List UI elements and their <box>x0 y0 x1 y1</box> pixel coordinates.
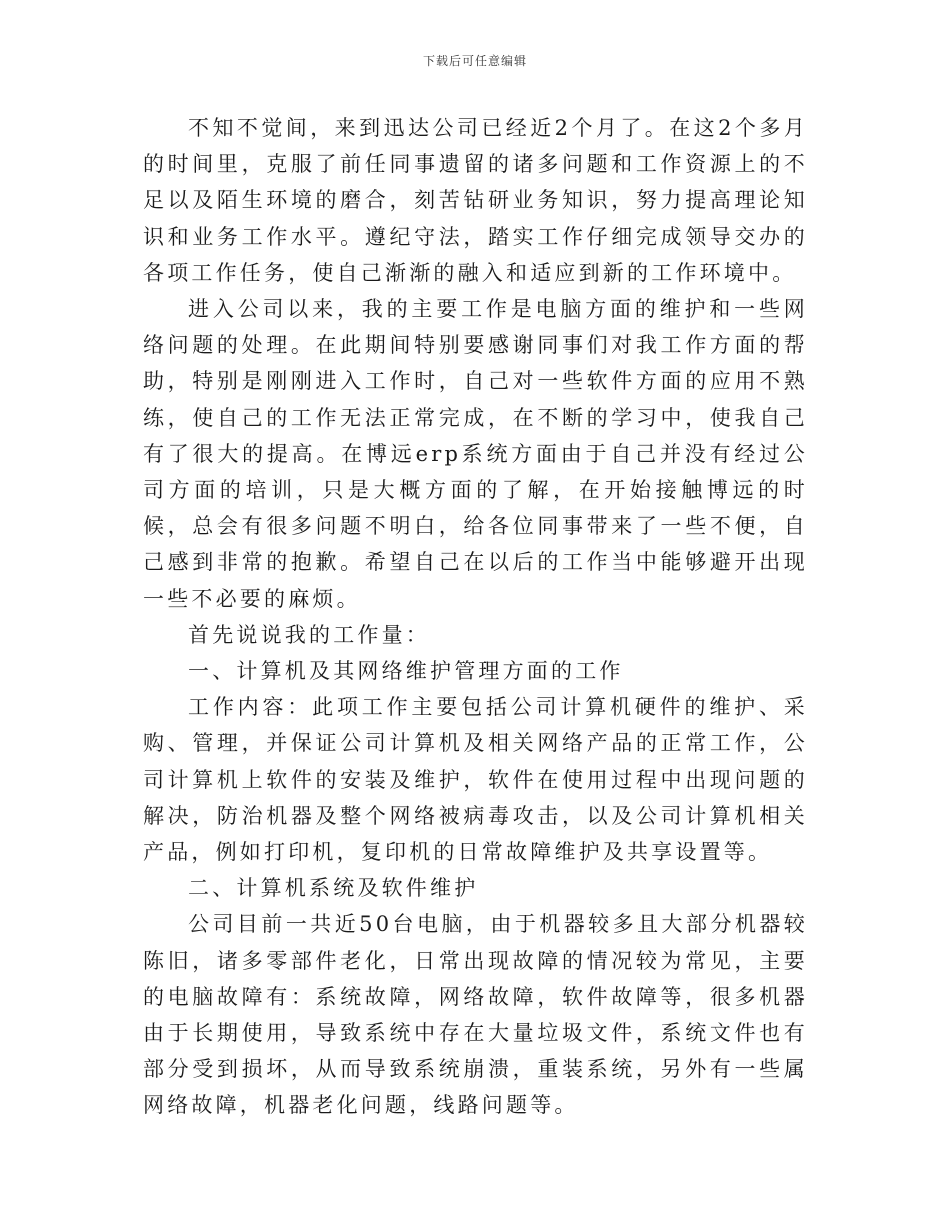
page-header-note: 下载后可任意编辑 <box>422 54 527 68</box>
document-body <box>143 110 808 1124</box>
heading-section-one: 一、计算机及其网络维护管理方面的工作 <box>188 659 624 684</box>
heading-workload: 首先说说我的工作量： <box>188 622 430 647</box>
paragraph-computer-count: 公司目前一共近50台电脑，由于机器较多且大部分机器较陈旧，诸多零部件老化，日常出现故障的情况较为常见，主要的电脑故障有：系统故障，网络故障，软件故障等，很多机器由于长期使用，导致系统中存在大量垃圾文件，系统文件也有部分受到损坏，从而导致系统崩溃，重装系统，另外有一些属网络故障，机器老化问题，线路问题等。 <box>143 912 808 1118</box>
paragraph-intro: 不知不觉间，来到迅达公司已经近2个月了。在这2个多月的时间里，克服了前任同事遗留的诸多问题和工作资源上的不足以及陌生环境的磨合，刻苦钻研业务知识，努力提高理论知识和业务工作水平。遵纪守法，踏实工作仔细完成领导交办的各项工作任务，使自己渐渐的融入和适应到新的工作环境中。 <box>143 116 808 285</box>
heading-section-two: 二、计算机系统及软件维护 <box>188 876 479 901</box>
paragraph-work-content: 工作内容：此项工作主要包括公司计算机硬件的维护、采购、管理，并保证公司计算机及相关网络产品的正常工作，公司计算机上软件的安装及维护，软件在使用过程中出现问题的解决，防治机器及整个网络被病毒攻击，以及公司计算机相关产品，例如打印机，复印机的日常故障维护及共享设置等。 <box>143 695 808 865</box>
paragraph-main-work: 进入公司以来，我的主要工作是电脑方面的维护和一些网络问题的处理。在此期间特别要感谢同事们对我工作方面的帮助，特别是刚刚进入工作时，自己对一些软件方面的应用不熟练，使自己的工作无法正常完成，在不断的学习中，使我自己有了很大的提高。在博远erp系统方面由于自己并没有经过公司方面的培训，只是大概方面的了解，在开始接触博远的时候，总会有很多问题不明白，给各位同事带来了一些不便，自己感到非常的抱歉。希望自己在以后的工作当中能够避开出现一些不必要的麻烦。 <box>143 297 808 611</box>
